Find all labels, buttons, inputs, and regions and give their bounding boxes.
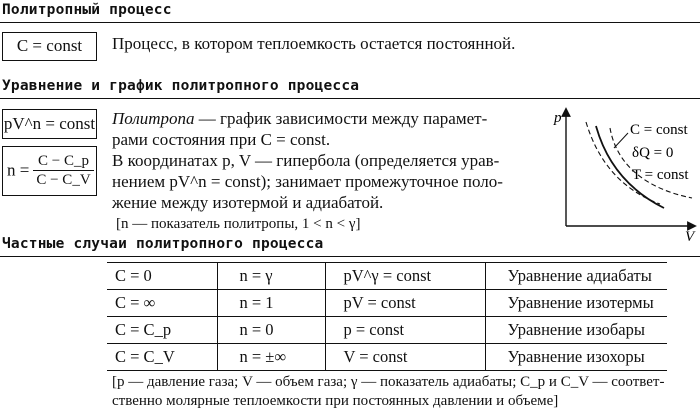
- fraction-denominator: C − C_V: [36, 172, 91, 188]
- cell-equation: V = const: [325, 344, 485, 371]
- cell-index: n = 1: [217, 290, 325, 317]
- cell-process-name: Уравнение адиабаты: [485, 263, 667, 290]
- polytrope-graph: [552, 100, 700, 246]
- cell-index: n = γ: [217, 263, 325, 290]
- y-axis-label: p: [554, 110, 562, 126]
- footnote-line-1: [p — давление газа; V — объем газа; γ — показатель адиабаты; C_p и C_V — соответ-: [112, 374, 665, 390]
- definition-text: Процесс, в котором теплоемкость остается постоянной.: [112, 34, 516, 53]
- section-rule: [0, 22, 700, 23]
- fraction: [33, 152, 93, 189]
- cell-process-name: Уравнение изотермы: [485, 290, 667, 317]
- polytrope-line-1: [112, 108, 552, 129]
- cell-equation: p = const: [325, 317, 485, 344]
- label-c-const: C = const: [630, 122, 688, 138]
- label-dq-zero: δQ = 0: [632, 145, 674, 161]
- cell-heat-capacity: C = 0: [107, 263, 217, 290]
- formula-box-pvn: [2, 109, 97, 139]
- hyperbola-line-2: нением pV^n = const); занимает промежуточное поло-: [112, 172, 503, 191]
- label-t-const: T = const: [632, 167, 689, 183]
- footnote-line-2: ственно молярные теплоемкости при постоянных давлении и объеме]: [112, 393, 559, 409]
- polytrope-line-2: рами состояния при C = const.: [112, 130, 331, 149]
- table-row: [107, 290, 667, 317]
- hyperbola-line-3: жение между изотермой и адиабатой.: [112, 193, 384, 212]
- section-heading-polytropic-process: Политропный процесс: [2, 2, 172, 18]
- section-rule: [0, 98, 700, 99]
- cell-index: n = 0: [217, 317, 325, 344]
- polytrope-definition: [112, 108, 552, 150]
- table-row: [107, 317, 667, 344]
- section-rule: [0, 256, 700, 257]
- cell-process-name: Уравнение изохоры: [485, 344, 667, 371]
- x-axis-label: V: [685, 229, 695, 245]
- table-row: [107, 263, 667, 290]
- table-footnote: [112, 373, 664, 411]
- polytropic-index-note: [n — показатель политропы, 1 < n < γ]: [116, 216, 361, 232]
- hyperbola-paragraph: [112, 150, 552, 213]
- cell-heat-capacity: C = C_V: [107, 344, 217, 371]
- cell-heat-capacity: C = C_p: [107, 317, 217, 344]
- formula-c-const: C = const: [16, 36, 83, 55]
- formula-n-lhs: n =: [7, 160, 30, 180]
- formula-box-n-definition: [2, 146, 97, 196]
- fraction-numerator: C − C_p: [33, 152, 93, 171]
- formula-n-fraction: [7, 152, 94, 189]
- label-pointer: [614, 133, 628, 148]
- special-cases-table: [107, 262, 667, 371]
- cell-equation: pV = const: [325, 290, 485, 317]
- cell-index: n = ±∞: [217, 344, 325, 371]
- hyperbola-line-1: В координатах p, V — гипербола (определяется урав-: [112, 151, 500, 170]
- formula-pvn-const: pV^n = const: [3, 114, 96, 133]
- section-heading-equation-graph: Уравнение и график политропного процесса: [2, 78, 360, 94]
- polytrope-term: Политропа: [112, 109, 195, 128]
- cell-process-name: Уравнение изобары: [485, 317, 667, 344]
- polytrope-line-1-text: — график зависимости между парамет-: [198, 109, 488, 128]
- section-heading-special-cases: Частные случаи политропного процесса: [2, 236, 324, 252]
- cell-heat-capacity: C = ∞: [107, 290, 217, 317]
- table-row: [107, 344, 667, 371]
- cell-equation: pV^γ = const: [325, 263, 485, 290]
- formula-box-c-const: [2, 32, 97, 61]
